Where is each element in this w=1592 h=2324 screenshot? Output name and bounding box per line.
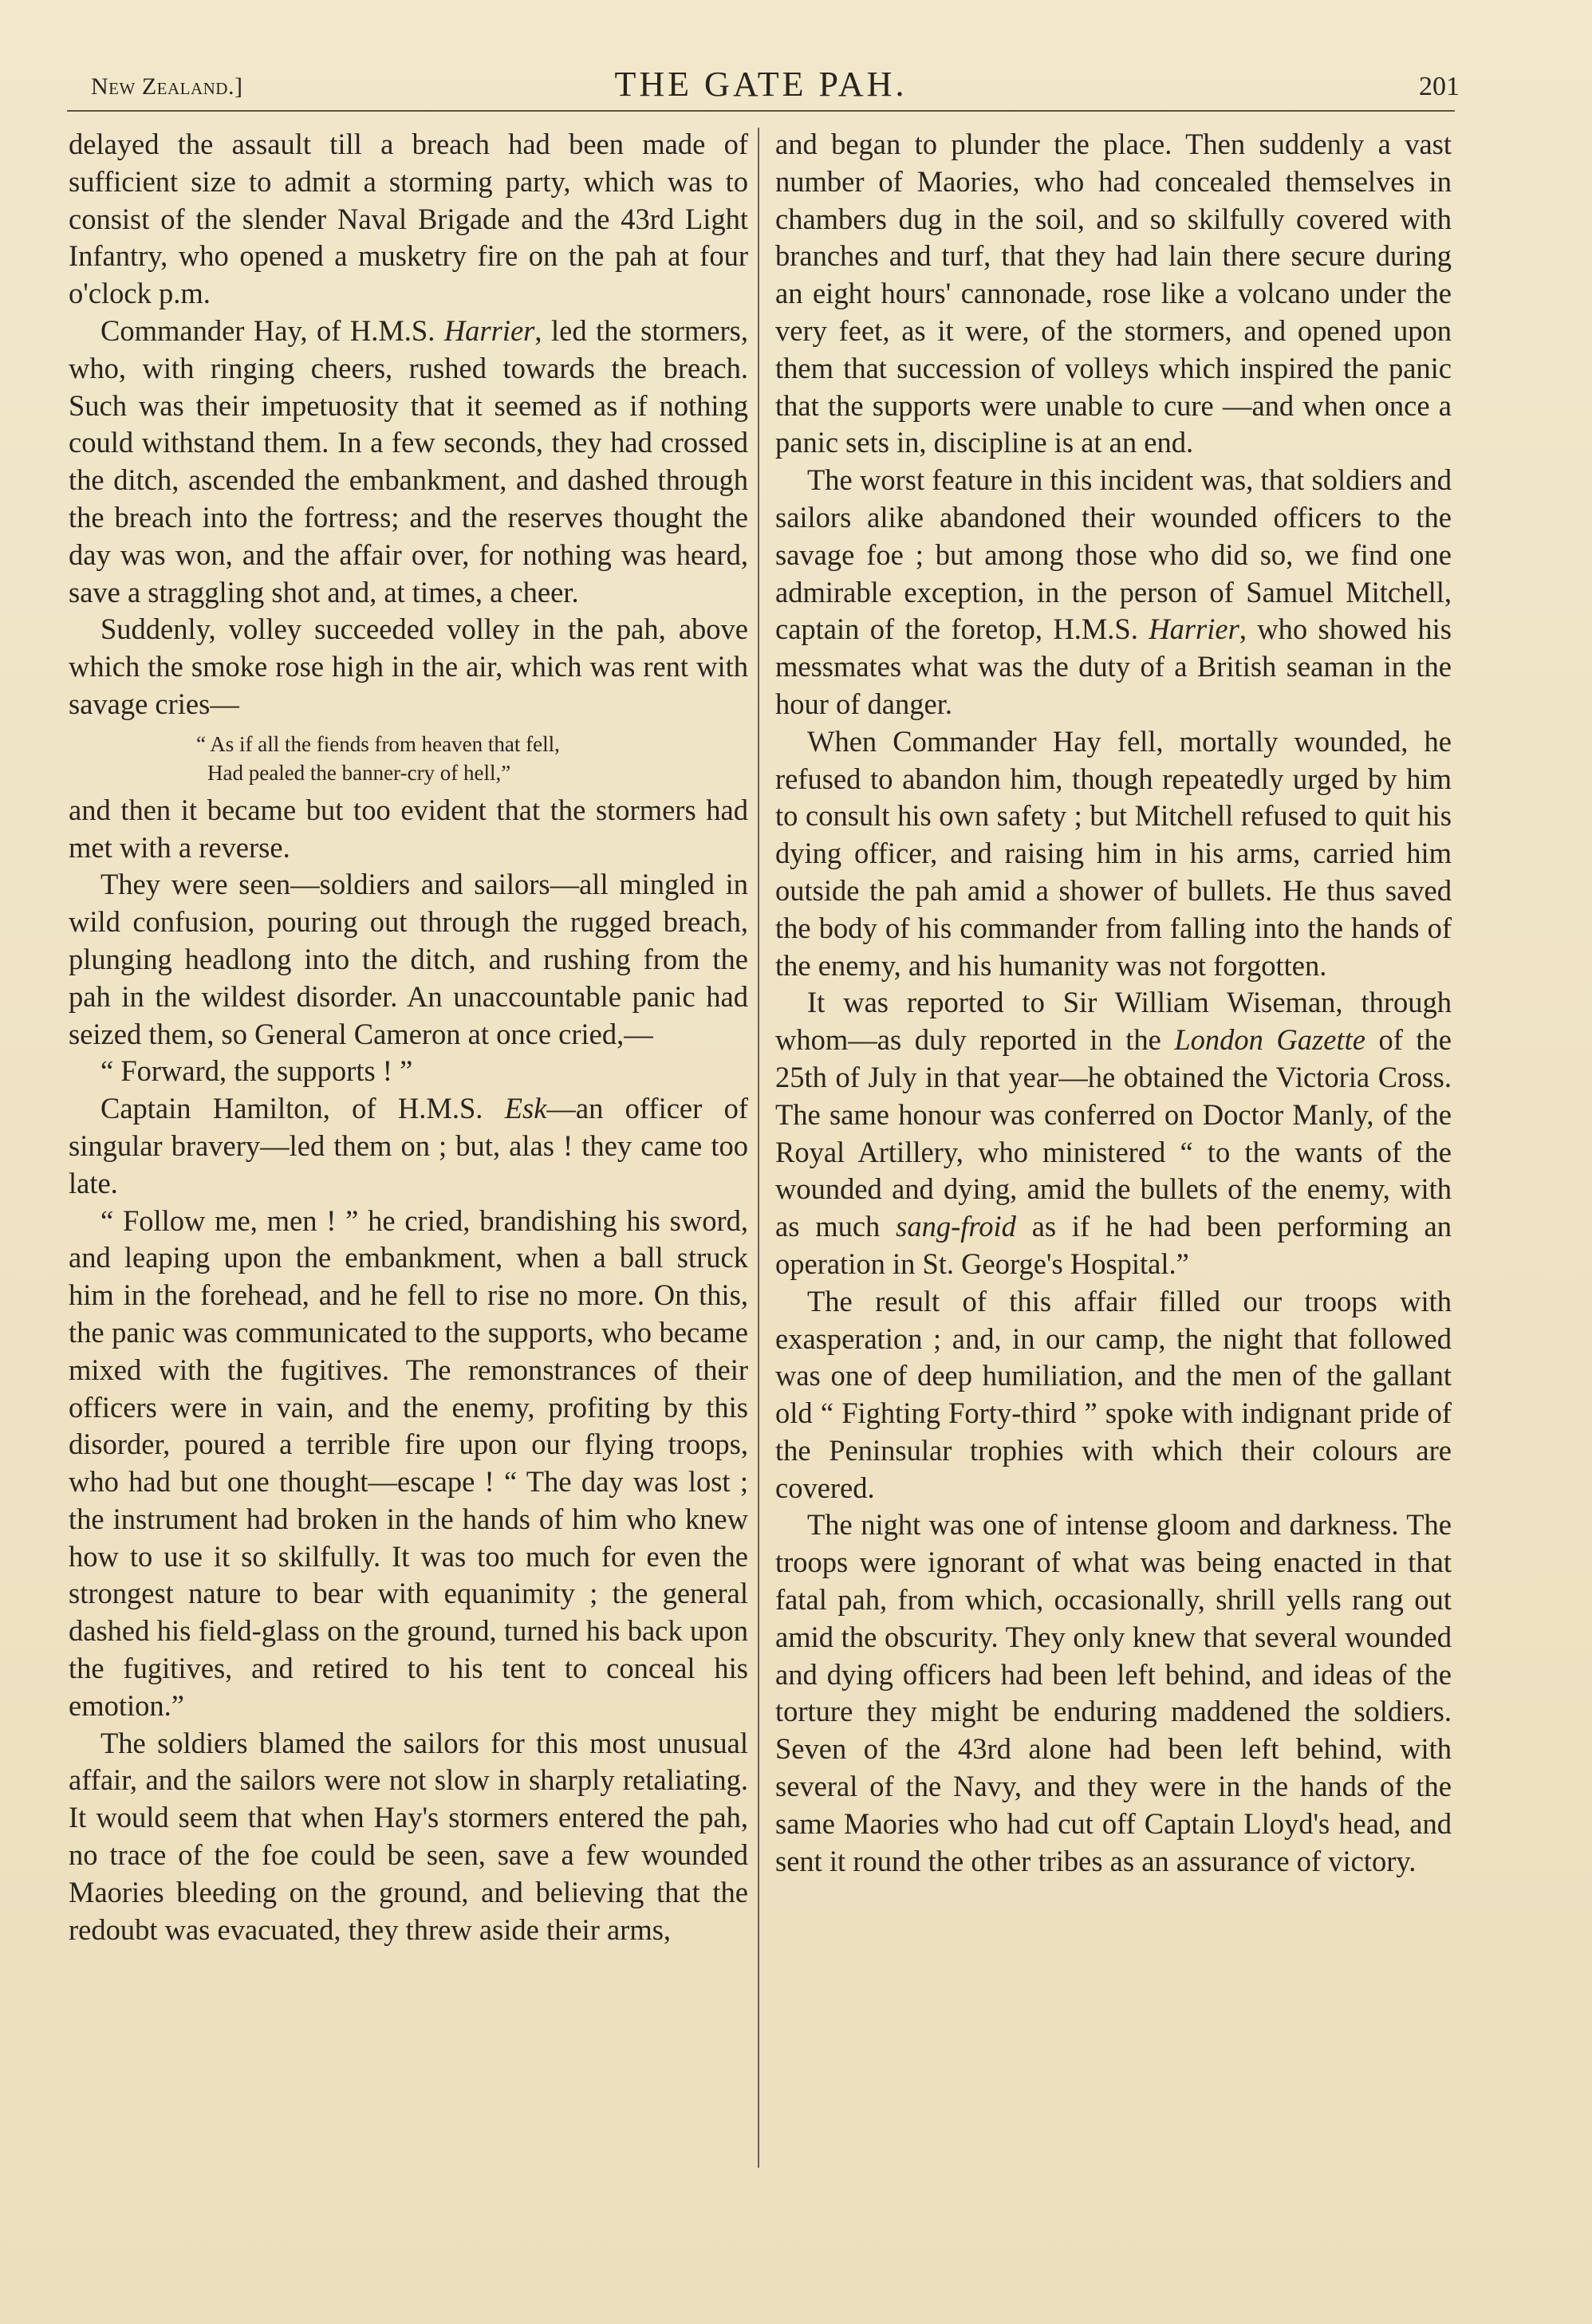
paragraph: and then it became but too evident that the stormers had met with a reverse. [69,793,748,864]
paragraph [69,313,748,611]
ship-name: Harrier [443,313,535,347]
publication-name: London Gazette [1174,1023,1365,1057]
header-title: THE GATE PAH. [614,65,908,104]
paragraph: “ Forward, the supports ! ” [100,1054,413,1088]
paragraph [775,462,1452,723]
paragraph: delayed the assault till a breach had been made of sufficient size to admit a storming party, which was to consist of the slender Naval Brigade and the 43rd Light Infantry, who opened a musketry fire on the pah at four o'clock p.m. [69,128,748,310]
paragraph: The night was one of intense gloom and darkness. The troops were ignorant of what was being enacted in that fatal pah, from which, occasionally, shrill yells rang out amid the obscurity. They only knew that several wounded and dying officers had been left behind, and ideas of the torture they might be enduring maddened the soldiers. Seven of the 43rd alone had been left behind, with several of the Navy, and they were in the hands of the same Maories who had cut off Captain Lloyd's head, and sent it round the other tribes as an assurance of victory. [775,1508,1452,1877]
paragraph: They were seen—soldiers and sailors—all mingled in wild confusion, pouring out through the rugged breach, plunging headlong into the ditch, and rushing from the pah in the wildest disorder. An unaccountable panic had seized them, so General Cameron at once cried,— [69,868,748,1050]
text-run: , who showed his messmates what was the duty of a British seaman in the hour of danger. [775,613,1452,720]
header-rule [67,110,1455,112]
verse-line: Had pealed the banner-cry of hell,” [207,760,511,785]
paragraph: The soldiers blamed the sailors for this most unusual affair, and the sailors were not slow in sharply retaliating. It would seem that when Hay's stormers entered the pah, no trace of the foe could be seen, save a few wounded Maories bleeding on the ground, and believing that the redoubt was evacuated, they threw aside their arms, [69,1726,748,1946]
ship-name: Harrier [1149,613,1239,646]
left-column [69,126,748,1948]
text-run: , led the stormers, who, with ringing cheers, rushed towards the breach. Such was their impetuosity that it seemed as if nothing could withstand them. In a few seconds, they had crossed the ditch, ascended the embankment, and dashed through the breach into the fortress; and the reserves thought the day was won, and the affair over, for nothing was heard, save a straggling shot and, at times, a cheer. [69,313,748,609]
ship-name: Esk [504,1092,547,1125]
verse-quote [69,730,748,787]
paragraph: Suddenly, volley succeeded volley in the pah, above which the smoke rose high in the air, which was rent with savage cries— [69,613,748,720]
paragraph [775,984,1452,1282]
paragraph: “ Follow me, men ! ” he cried, brandishing his sword, and leaping upon the embankment, when a ball struck him in the forehead, and he fell to rise no more. On this, the panic was communicated to the supports, who became mixed with the fugitives. The remonstrances of their officers were in vain, and the enemy, profiting by this disorder, poured a terrible fire upon our flying troops, who had but one thought—escape ! “ The day was lost ; the instrument had broken in the hands of him who knew how to use it so skilfully. It was too much for even the strongest nature to bear with equanimity ; the general dashed his field-glass on the ground, turned his back upon the fugitives, and retired to his tent to conceal his emotion.” [69,1203,748,1722]
text-run: Commander Hay, of H.M.S. [100,313,444,347]
text-run: as if he had been performing an operation in St. George's Hospital.” [775,1210,1452,1280]
column-divider [758,128,759,2168]
text-run: The worst feature in this incident was, that soldiers and sailors alike abandoned their wounded officers to the savage foe ; but among those who did so, we find one admirable exception, in the person of Samuel Mitchell, captain of the foretop, H.M.S. [775,463,1452,646]
text-run: —an officer of singular bravery—led them on ; but, alas ! they came too late. [69,1092,748,1199]
paragraph: When Commander Hay fell, mortally wounded, he refused to abandon him, though repeatedly urged by him to consult his own safety ; but Mitchell refused to quit his dying officer, and raising him in his arms, carried him outside the pah amid a shower of bullets. He thus saved the body of his commander from falling into the hands of the enemy, and his humanity was not forgotten. [775,724,1452,982]
italic-phrase: sang-froid [896,1210,1016,1243]
text-run: It was reported to Sir William Wiseman, through whom—as duly reported in the [775,986,1452,1057]
page-number: 201 [1419,72,1460,101]
text-run: of the 25th of July in that year—he obtained the Victoria Cross. The same honour was conferred on Doctor Manly, of the Royal Artillery, who ministered “ to the wants of the wounded and dying, amid the bullets of the enemy, with as much [775,1023,1452,1243]
paragraph [69,1090,748,1202]
paragraph: and began to plunder the place. Then suddenly a vast number of Maories, who had concealed themselves in chambers dug in the soil, and so skilfully covered with branches and turf, that they had lain there secure during an eight hours' cannonade, rose like a volcano under the very feet, as it were, of the stormers, and opened upon them that succession of volleys which inspired the panic that the supports were unable to cure —and when once a panic sets in, discipline is at an end. [775,128,1452,459]
verse-line: “ As if all the fiends from heaven that fell, [196,731,560,756]
paragraph: The result of this affair filled our troops with exasperation ; and, in our camp, the night that followed was one of deep humiliation, and the men of the gallant old “ Fighting Forty-third ” spoke with indignant pride of the Peninsular trophies with which their colours are covered. [775,1284,1452,1504]
header-section-label: New Zealand.] [91,73,243,100]
text-run: Captain Hamilton, of H.M.S. [100,1092,505,1125]
running-header [67,59,1460,107]
right-column [775,126,1452,1880]
